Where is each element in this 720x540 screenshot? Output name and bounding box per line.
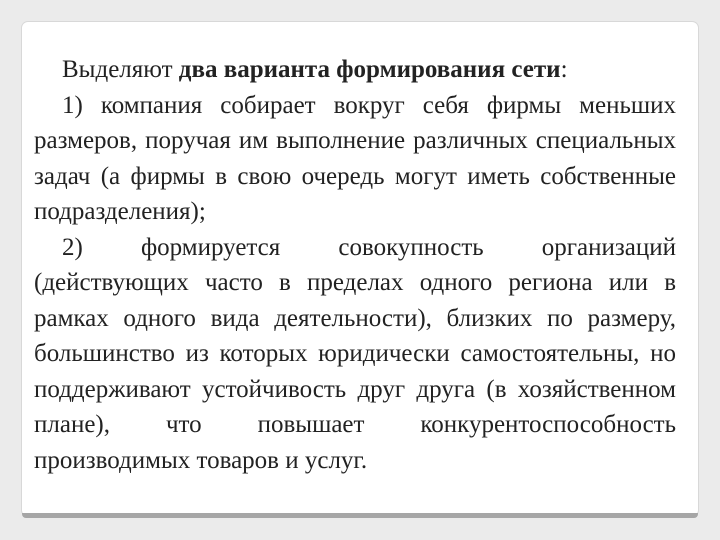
intro-paragraph <box>34 52 676 88</box>
intro-suffix: : <box>560 56 568 83</box>
slide-bottom-border <box>22 513 698 518</box>
list-item-2-text: формируется совокупность организаций (действующих часто в пределах одного региона или в рамках одного вида деятельности), близких по размеру, большинство из которых юридически самостоятельны, но поддерживают устойчивость друг друга (в хозяйственном плане), что повышает конкурентоспособность производимых товаров и услуг. <box>34 233 677 474</box>
list-item-2-marker: 2) <box>62 233 83 261</box>
list-item-1 <box>34 88 676 230</box>
slide-body <box>34 52 676 478</box>
intro-prefix: Выделяют <box>62 56 179 83</box>
intro-emphasis: два варианта формирования сети <box>178 56 561 83</box>
list-item-1-text: компания собирает вокруг себя фирмы меньших размеров, поручая им выполнение различных специальных задач (а фирмы в свою очередь могут иметь собственные подразделения); <box>34 91 676 225</box>
list-item-1-marker: 1) <box>62 91 83 119</box>
list-item-2 <box>34 230 676 479</box>
